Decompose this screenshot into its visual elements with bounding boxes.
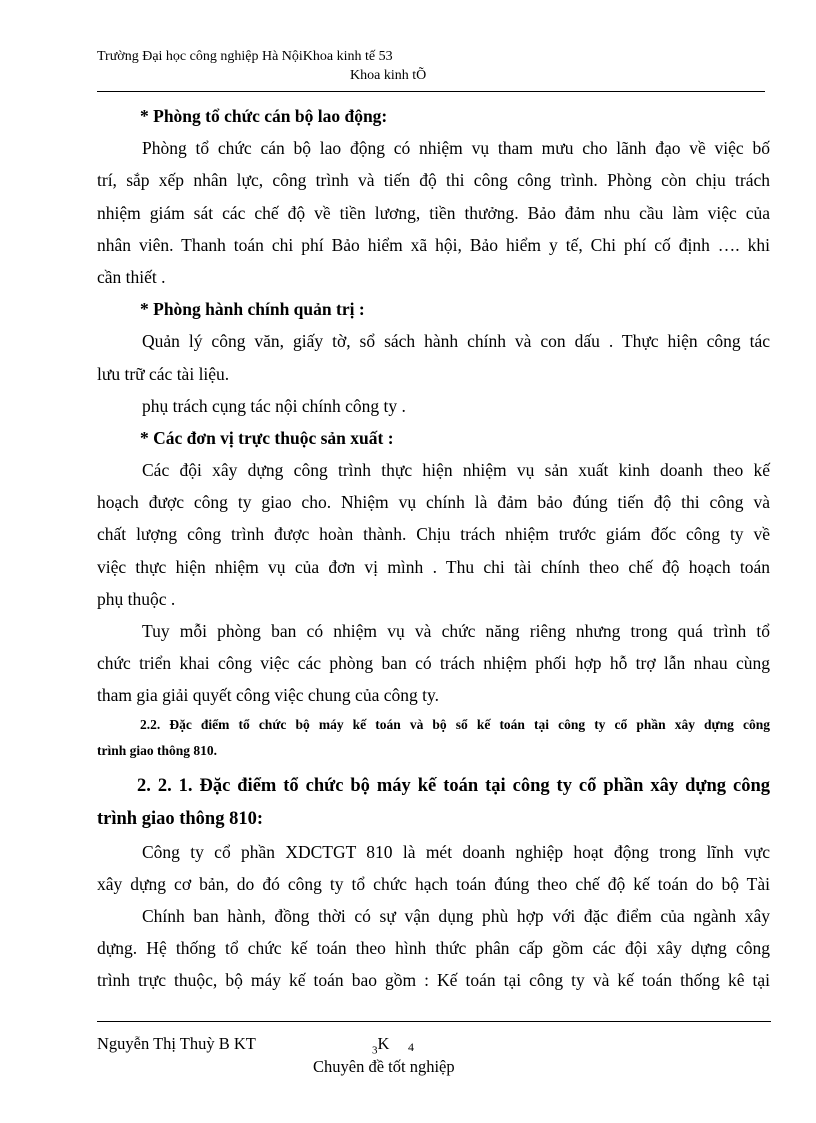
header-rule xyxy=(97,91,765,92)
text-line: cần thiết . xyxy=(97,266,166,287)
footer-author: Nguyễn Thị Thuỳ B KT xyxy=(97,1034,256,1053)
text-line: Công ty cổ phần XDCTGT 810 là mét doanh nghiệp hoạt động trong lĩnh vực xyxy=(142,841,770,862)
header-school: Trường Đại học công nghiệp Hà NộiKhoa kinh tế 53 xyxy=(97,49,393,64)
section-2-2-1-title: 2. 2. 1. Đặc điểm tổ chức bộ máy kế toán tại công ty cổ phần xây dựng công xyxy=(137,775,770,796)
section-2-2-title: 2.2. Đặc điểm tổ chức bộ máy kế toán và bộ sổ kế toán tại công ty cổ phần xây dựng công xyxy=(140,716,770,732)
text-line: Tuy mỗi phòng ban có nhiệm vụ và chức năng riêng nhưng trong quá trình tổ xyxy=(142,621,770,641)
text-line: hoạch được công ty giao cho. Nhiệm vụ chính là đảm bảo đúng tiến độ thi công và xyxy=(97,492,770,513)
section-2-2-1-title-cont: trình giao thông 810: xyxy=(97,808,264,829)
text-line: tham gia giải quyết công việc chung của công ty. xyxy=(97,685,439,706)
footer-class-sub: 3 xyxy=(372,1044,378,1057)
text-line: chức triển khai công việc các phòng ban có trách nhiệm phối hợp hỗ trợ lẫn nhau cùng xyxy=(97,653,770,674)
footer-class-number: 4 xyxy=(408,1040,414,1054)
text-line: phụ thuộc . xyxy=(97,588,176,609)
text-line: Chính ban hành, đồng thời có sự vận dụng phù hợp với đặc điểm của ngành xây xyxy=(142,905,770,926)
text-line: Các đội xây dựng công trình thực hiện nhiệm vụ sản xuất kinh doanh theo kế xyxy=(142,460,770,481)
text-line: dựng. Hệ thống tổ chức kế toán theo hình thức phân cấp gồm các đội xây dựng công xyxy=(97,938,770,959)
header-faculty: Khoa kinh tÕ xyxy=(350,68,427,83)
footer-class-letter: K xyxy=(377,1034,390,1053)
heading-production-units: * Các đơn vị trực thuộc sản xuất : xyxy=(140,427,394,448)
text-line: phụ trách cụng tác nội chính công ty . xyxy=(142,395,406,416)
footer-rule xyxy=(97,1021,771,1022)
heading-personnel: * Phòng tổ chức cán bộ lao động: xyxy=(140,106,388,126)
text-line: nhiệm giám sát các chế độ về tiền lương, tiền thưởng. Bảo đảm nhu cầu làm việc của xyxy=(97,202,770,223)
text-line: việc thực hiện nhiệm vụ của đơn vị mình . Thu chi tài chính theo chế độ hoạch toán xyxy=(97,556,770,577)
text-line: lưu trữ các tài liệu. xyxy=(97,363,230,384)
text-line: trình trực thuộc, bộ máy kế toán bao gồm : Kế toán tại công ty và kế toán thống kê tại xyxy=(97,970,770,991)
footer-title: Chuyên đề tốt nghiệp xyxy=(313,1057,455,1076)
section-2-2-title-cont: trình giao thông 810. xyxy=(97,742,218,758)
text-line: Quản lý công văn, giấy tờ, sổ sách hành chính và con dấu . Thực hiện công tác xyxy=(142,331,770,352)
text-line: chất lượng công trình được hoàn thành. Chịu trách nhiệm trước giám đốc công ty về xyxy=(97,524,770,545)
heading-admin: * Phòng hành chính quản trị : xyxy=(140,299,365,320)
text-line: Phòng tổ chức cán bộ lao động có nhiệm vụ tham mưu cho lãnh đạo về việc bố xyxy=(142,138,770,159)
text-line: nhân viên. Thanh toán chi phí Bảo hiểm xã hội, Bảo hiểm y tế, Chi phí cố định …. khi xyxy=(97,234,770,255)
text-line: xây dựng cơ bản, do đó công ty tổ chức hạch toán đúng theo chế độ kế toán do bộ Tài xyxy=(97,873,770,894)
document-body xyxy=(97,100,770,997)
footer-class xyxy=(372,1034,389,1056)
text-line: trí, sắp xếp nhân lực, công trình và tiến độ thi công công trình. Phòng còn chịu trách xyxy=(97,170,770,191)
